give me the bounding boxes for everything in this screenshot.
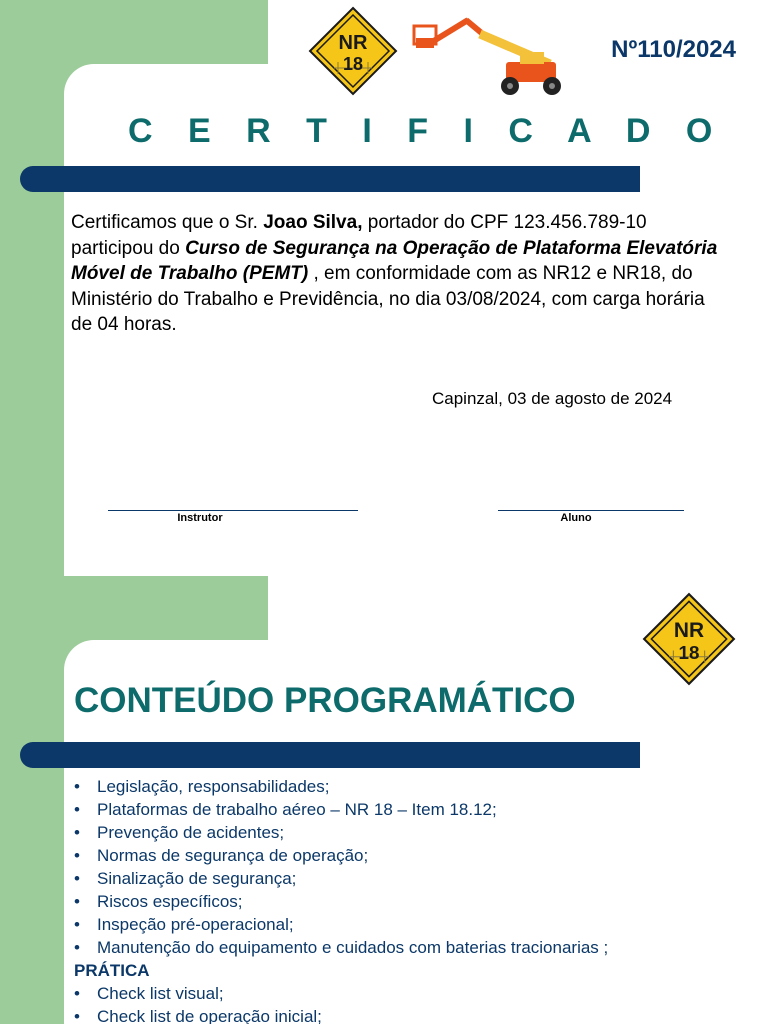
list-item [70,890,608,913]
body-intro: Certificamos que o Sr. [71,212,264,233]
list-item-text: Normas de segurança de operação; [97,846,369,865]
bullet: • [74,984,80,1003]
sign-text-nr: NR [338,32,368,54]
body-rest: , em conformidade com as NR12 e NR18, do Ministério do Trabalho e Previdência, no dia 03/08/2024, com carga horária de 04 horas. [71,263,705,335]
list-item [70,821,608,844]
bullet: • [74,915,80,934]
list-item [70,867,608,890]
title-divider-bar [20,166,640,192]
bullet: • [74,892,80,911]
list-item-text: Legislação, responsabilidades; [97,777,330,796]
program-page [0,576,768,1024]
certificate-number: Nº110/2024 [611,36,736,63]
list-item [70,936,608,959]
list-item-text: Check list de operação inicial; [97,1007,322,1024]
student-name: Joao Silva, [263,212,363,233]
certificate-body [71,210,731,338]
certificate-title: C E R T I F I C A D O [128,112,726,150]
list-item [70,798,608,821]
program-list [70,775,608,1024]
student-label: Aluno [560,512,592,524]
list-item [70,775,608,798]
sign-text-18: 18 [678,641,700,663]
list-item [70,913,608,936]
course-name: Curso de Segurança na Operação de Plataforma Elevatória Móvel de Trabalho (PEMT) [71,237,718,284]
instructor-signature-line [108,510,358,511]
list-item-text: Inspeção pré-operacional; [97,915,294,934]
title-divider-bar [20,742,640,768]
list-item-text: Riscos específicos; [97,892,243,911]
program-title: CONTEÚDO PROGRAMÁTICO [74,681,576,720]
body-cpf: portador do CPF 123.456.789-10 participou do [71,212,647,259]
bullet: • [74,938,80,957]
bullet: • [74,1007,80,1024]
boom-lift-icon [410,12,570,104]
place-date: Capinzal, 03 de agosto de 2024 [432,389,673,408]
student-signature-line [498,510,684,511]
bullet: • [74,823,80,842]
practice-heading: PRÁTICA [74,961,150,980]
sign-text-18: 18 [342,54,364,74]
list-item-text: Sinalização de segurança; [97,869,297,888]
bullet: • [74,800,80,819]
list-item-text: Prevenção de acidentes; [97,823,285,842]
nr18-warning-sign-icon [642,592,736,686]
nr18-warning-sign-icon [308,6,398,96]
list-item-text: Plataformas de trabalho aéreo – NR 18 – Item 18.12; [97,800,497,819]
bullet: • [74,846,80,865]
instructor-label: Instrutor [177,512,223,524]
sign-text-nr: NR [673,618,705,642]
list-item [70,982,608,1005]
list-item [70,844,608,867]
list-item [70,1005,608,1024]
bullet: • [74,777,80,796]
list-item-text: Check list visual; [97,984,224,1003]
bullet: • [74,869,80,888]
list-item-text: Manutenção do equipamento e cuidados com baterias tracionarias ; [97,938,609,957]
